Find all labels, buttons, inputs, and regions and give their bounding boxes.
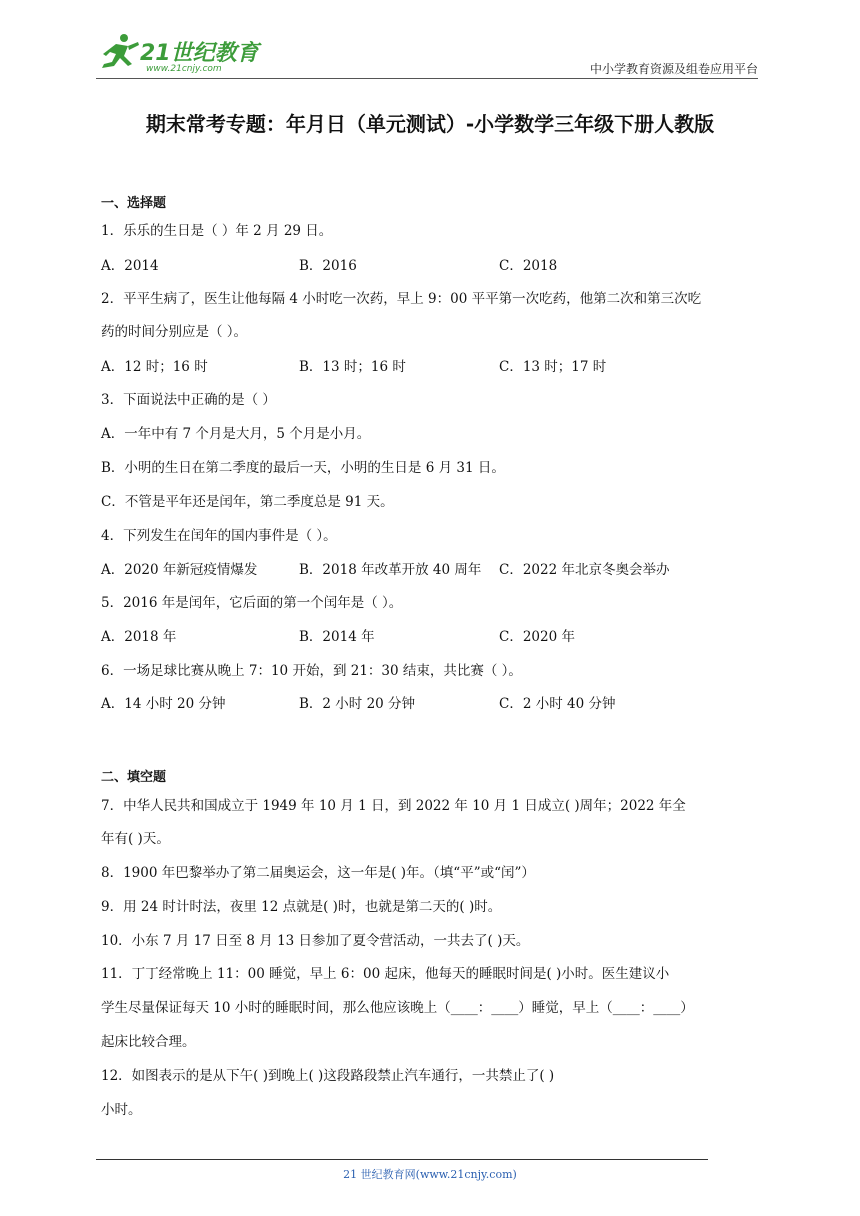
site-logo [96,30,266,78]
question-7-line-2: 年有( )天。 [101,831,170,847]
q5-option-a: A．2018 年 [101,629,177,645]
question-12-line-1: 12．如图表示的是从下午( )到晚上( )这段路段禁止汽车通行，一共禁止了( ) [101,1068,555,1084]
question-11-line-1: 11．丁丁经常晚上 11：00 睡觉，早上 6：00 起床，他每天的睡眠时间是( )小时。医生建议小 [101,966,670,982]
q5-option-b: B．2014 年 [299,629,375,645]
q3-option-c: C．不管是平年还是闰年，第二季度总是 91 天。 [101,494,394,510]
question-11-line-2: 学生尽量保证每天 10 小时的睡眠时间，那么他应该晚上（____：____）睡觉，早上（____：____） [101,1000,694,1016]
question-8: 8．1900 年巴黎举办了第二届奥运会，这一年是( )年。（填“平”或“闰”） [101,865,535,881]
question-6: 6．一场足球比赛从晚上 7：10 开始，到 21：30 结束，共比赛（ ）。 [101,663,522,679]
q5-option-c: C．2020 年 [499,629,575,645]
question-5: 5．2016 年是闰年，它后面的第一个闰年是（ ）。 [101,595,403,611]
q6-option-c: C．2 小时 40 分钟 [499,696,616,712]
section-heading-fill: 二、填空题 [101,770,167,785]
q4-option-a: A．2020 年新冠疫情爆发 [101,562,258,578]
q3-option-a: A．一年中有 7 个月是大月，5 个月是小月。 [101,426,371,442]
q3-option-b: B．小明的生日在第二季度的最后一天，小明的生日是 6 月 31 日。 [101,460,505,476]
q2-option-c: C．13 时；17 时 [499,359,607,375]
q1-option-a: A．2014 [101,258,159,274]
question-9: 9．用 24 时计时法，夜里 12 点就是( )时，也就是第二天的( )时。 [101,899,502,915]
q4-option-c: C．2022 年北京冬奥会举办 [499,562,670,578]
q6-option-a: A．14 小时 20 分钟 [101,696,226,712]
q2-option-b: B．13 时；16 时 [299,359,406,375]
section-heading-choice: 一、选择题 [101,196,167,211]
question-3: 3．下面说法中正确的是（ ） [101,392,276,408]
runner-logo-icon [98,32,142,72]
header-divider [96,78,758,79]
q4-option-b: B．2018 年改革开放 40 周年 [299,562,482,578]
question-11-line-3: 起床比较合理。 [101,1034,196,1050]
q1-option-c: C．2018 [499,258,558,274]
question-12-line-2: 小时。 [101,1102,142,1118]
platform-name: 中小学教育资源及组卷应用平台 [589,62,758,76]
question-2-line-2: 药的时间分别应是（ ）。 [101,324,248,340]
page-title: 期末常考专题：年月日（单元测试）-小学数学三年级下册人教版 [145,112,715,136]
footer-divider [96,1159,708,1160]
q1-option-b: B．2016 [299,258,357,274]
q6-option-b: B．2 小时 20 分钟 [299,696,416,712]
question-4: 4．下列发生在闰年的国内事件是（ ）。 [101,528,337,544]
question-2-line-1: 2．平平生病了，医生让他每隔 4 小时吃一次药，早上 9：00 平平第一次吃药，他第二次和第三次吃 [101,291,702,307]
logo-text: 21世纪教育 [140,41,259,66]
logo-url: www.21cnjy.com [146,64,222,74]
question-10: 10．小东 7 月 17 日至 8 月 13 日参加了夏令营活动，一共去了( )天。 [101,933,530,949]
question-7-line-1: 7．中华人民共和国成立于 1949 年 10 月 1 日，到 2022 年 10 月 1 日成立( )周年；2022 年全 [101,798,686,814]
q2-option-a: A．12 时；16 时 [101,359,208,375]
question-1: 1．乐乐的生日是（ ）年 2 月 29 日。 [101,223,333,239]
page-header [96,30,758,80]
footer-text: 21 世纪教育网(www.21cnjy.com) [343,1168,517,1181]
